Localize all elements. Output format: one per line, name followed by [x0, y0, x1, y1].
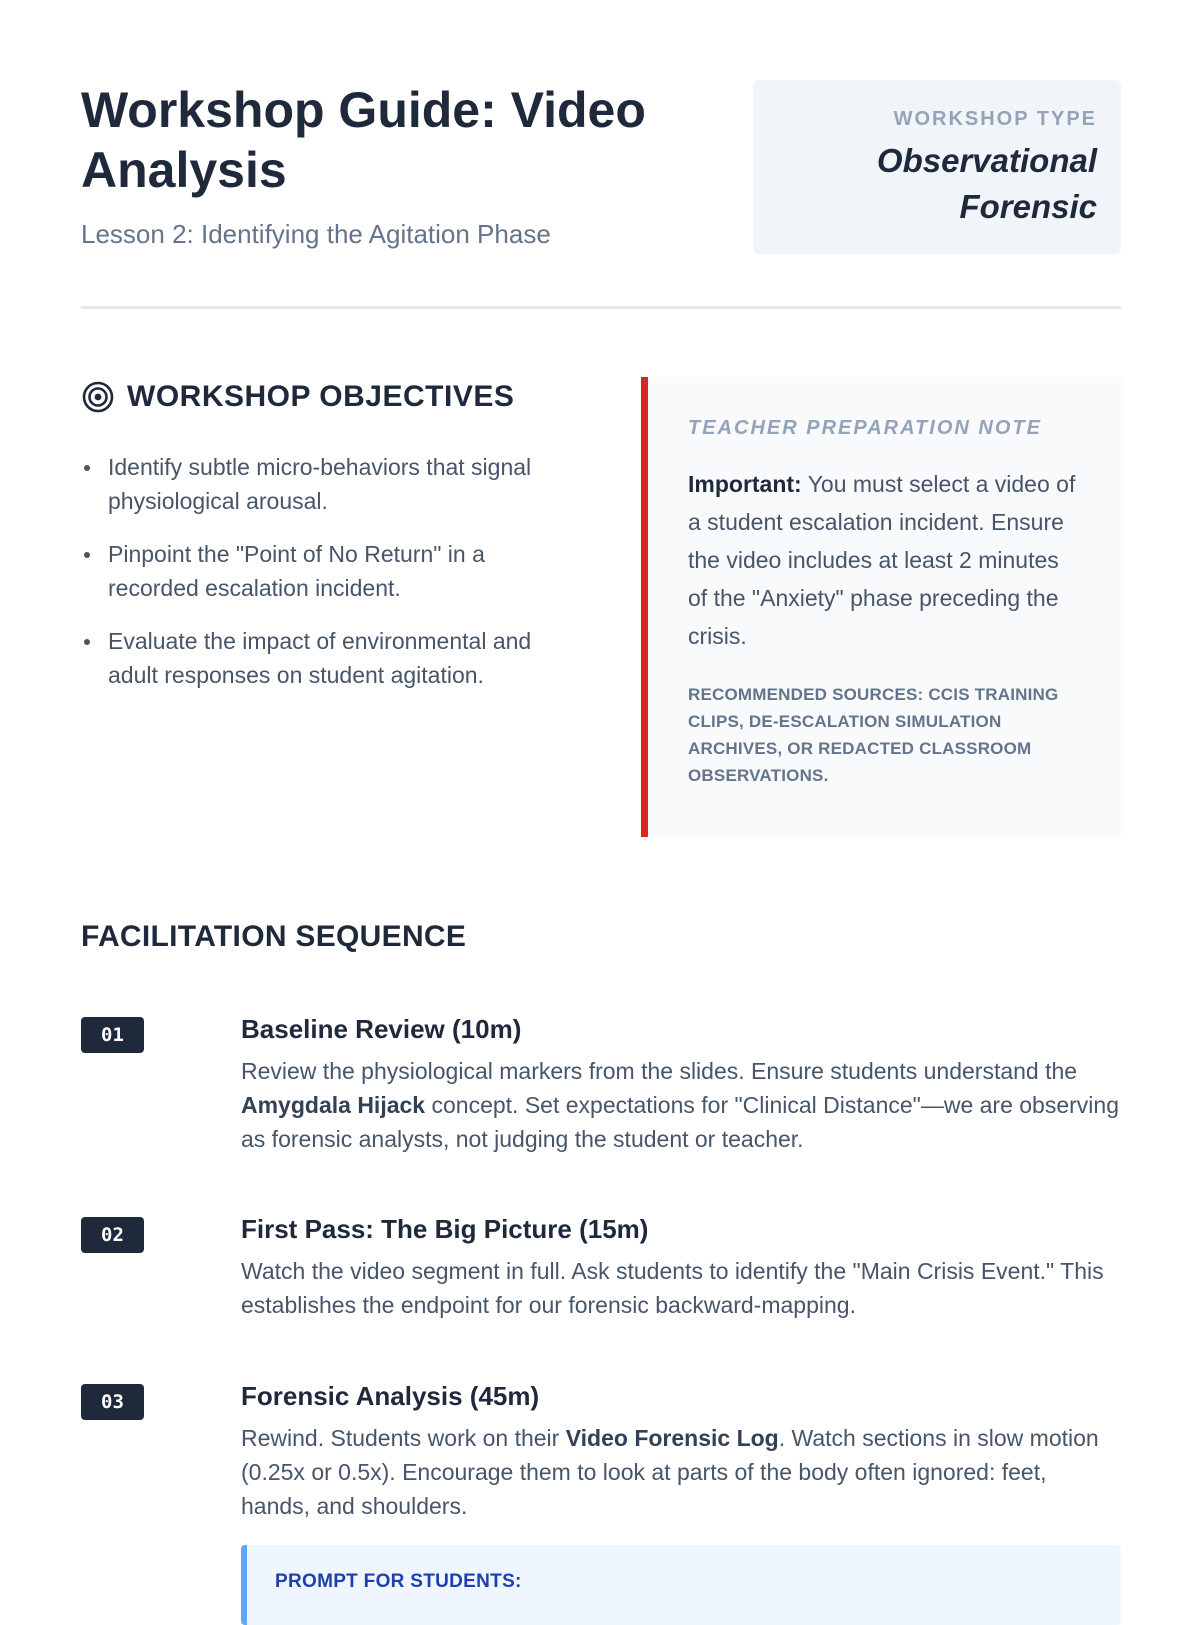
teacher-note	[641, 377, 1121, 837]
step-description	[241, 1054, 1121, 1156]
objective-item: Pinpoint the "Point of No Return" in a recorded escalation incident.	[81, 537, 541, 605]
teacher-note-body	[688, 465, 1083, 655]
step-desc-bold: Video Forensic Log	[565, 1425, 779, 1451]
step-desc-text: Rewind. Students work on their	[241, 1425, 566, 1451]
recommended-sources: RECOMMENDED SOURCES: CCIS TRAINING CLIPS, DE-ESCALATION SIMULATION ARCHIVES, OR REDACTED CLASSROOM OBSERVATIONS.	[688, 685, 1059, 785]
objectives-list	[81, 450, 541, 711]
step-desc-text: . Watch sections in slow motion (0.25x or 0.5x). Encourage them to look at parts of the body often ignored: feet, hands, and shoulders.	[241, 1425, 1099, 1519]
step-description	[241, 1421, 1121, 1523]
step-desc-bold: Amygdala Hijack	[241, 1092, 426, 1118]
page-subtitle: Lesson 2: Identifying the Agitation Phase	[81, 219, 551, 249]
objective-item: Evaluate the impact of environmental and adult responses on student agitation.	[81, 624, 541, 692]
page-title: Workshop Guide: Video Analysis	[81, 82, 646, 198]
teacher-note-label: TEACHER PREPARATION NOTE	[688, 417, 1042, 439]
step-number-badge: 03	[81, 1384, 144, 1420]
step-content	[241, 1212, 1121, 1322]
student-prompt-box	[241, 1545, 1121, 1625]
prompt-label: PROMPT FOR STUDENTS:	[275, 1571, 522, 1592]
step-content	[241, 1379, 1121, 1523]
step-desc-text: concept. Set expectations for "Clinical Distance"—we are observing as forensic analysts, not judging the student or teacher.	[241, 1092, 1119, 1152]
step-title: Forensic Analysis (45m)	[241, 1381, 540, 1411]
step-number-badge: 01	[81, 1017, 144, 1053]
step-title: Baseline Review (10m)	[241, 1014, 522, 1044]
objective-item: Identify subtle micro-behaviors that signal physiological arousal.	[81, 450, 541, 518]
step-desc-text: Review the physiological markers from the slides. Ensure students understand the	[241, 1058, 1078, 1084]
teacher-note-text: You must select a video of a student escalation incident. Ensure the video includes at least 2 minutes of the "Anxiety" phase preceding the crisis.	[688, 471, 1076, 649]
target-icon	[81, 380, 115, 414]
step-number-badge: 02	[81, 1217, 144, 1253]
header-divider	[81, 306, 1121, 309]
objectives-heading	[81, 380, 514, 414]
objectives-title: WORKSHOP OBJECTIVES	[127, 380, 515, 413]
step-desc-text: Watch the video segment in full. Ask students to identify the "Main Crisis Event." This establishes the endpoint for our forensic backward-mapping.	[241, 1258, 1104, 1318]
facilitation-title: FACILITATION SEQUENCE	[81, 920, 467, 953]
step-title: First Pass: The Big Picture (15m)	[241, 1214, 649, 1244]
important-label: Important:	[688, 471, 802, 497]
step-description	[241, 1254, 1121, 1322]
step-content	[241, 1012, 1121, 1156]
workshop-type-label: WORKSHOP TYPE	[893, 108, 1097, 130]
workshop-type-value: Observational Forensic	[876, 142, 1097, 225]
workshop-type-card	[753, 80, 1121, 254]
